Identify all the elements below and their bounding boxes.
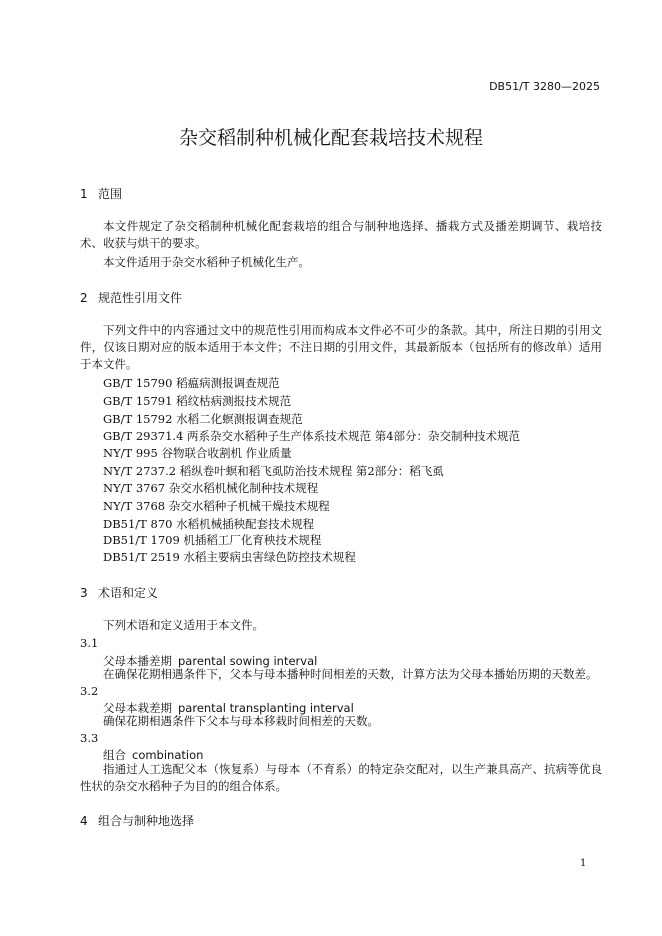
section-number: 3 <box>80 586 88 600</box>
reference-item: DB51/T 870 水稻机械插秧配套技术规程 <box>103 517 315 531</box>
section-number: 1 <box>80 187 88 201</box>
paragraph: 本文件规定了杂交稻制种机械化配套栽培的组合与制种地选择、播栽方式及播差期调节、栽培技术、收获与烘干的要求。 <box>80 219 602 250</box>
term-zh: 父母本栽差期 <box>103 701 172 715</box>
term-definition: 在确保花期相遇条件下，父本与母本播种时间相差的天数，计算方法为父母本播始历期的天数差。 <box>103 667 598 681</box>
section-number: 2 <box>80 291 88 305</box>
term-number: 3.1 <box>80 636 99 650</box>
section-2-heading <box>80 289 182 306</box>
reference-item: NY/T 2737.2 稻纵卷叶螟和稻飞虱防治技术规程 第2部分：稻飞虱 <box>103 464 444 478</box>
term-number: 3.3 <box>80 731 99 745</box>
term-en: parental transplanting interval <box>178 701 354 715</box>
section-title: 术语和定义 <box>98 586 159 600</box>
reference-item: GB/T 15790 稻瘟病测报调查规范 <box>103 376 280 390</box>
reference-item: NY/T 3767 杂交水稻机械化制种技术规程 <box>103 481 319 495</box>
term-en: parental sowing interval <box>178 654 318 668</box>
term-definition: 确保花期相遇条件下父本与母本移栽时间相差的天数。 <box>103 714 379 728</box>
paragraph: 本文件适用于杂交水稻种子机械化生产。 <box>103 255 310 269</box>
section-4-heading <box>80 812 194 829</box>
section-number: 4 <box>80 814 88 828</box>
term-zh: 父母本播差期 <box>103 654 172 668</box>
term-definition: 指通过人工选配父本（恢复系）与母本（不育系）的特定杂交配对，以生产兼具高产、抗病等优良性状的杂交水稻种子为目的的组合体系。 <box>80 762 602 793</box>
standard-code: DB51/T 3280—2025 <box>489 80 600 93</box>
page-number: 1 <box>580 858 587 869</box>
term-en: combination <box>132 748 204 762</box>
section-title: 组合与制种地选择 <box>98 814 195 828</box>
reference-item: GB/T 29371.4 两系杂交水稻种子生产体系技术规范 第4部分：杂交制种技术规范 <box>103 429 521 443</box>
reference-item: GB/T 15791 稻纹枯病测报技术规范 <box>103 394 292 408</box>
reference-item: NY/T 3768 杂交水稻种子机械干燥技术规程 <box>103 499 330 513</box>
term-zh: 组合 <box>103 748 126 762</box>
reference-item: NY/T 995 谷物联合收割机 作业质量 <box>103 446 292 460</box>
section-1-heading <box>80 185 122 202</box>
reference-item: DB51/T 2519 水稻主要病虫害绿色防控技术规程 <box>103 550 356 564</box>
paragraph: 下列文件中的内容通过文中的规范性引用而构成本文件必不可少的条款。其中，所注日期的引用文件，仅该日期对应的版本适用于本文件；不注日期的引用文件，其最新版本（包括所有的修改单）适用于本文件。 <box>80 323 602 371</box>
paragraph: 下列术语和定义适用于本文件。 <box>103 618 264 632</box>
reference-item: GB/T 15792 水稻二化螟测报调查规范 <box>103 412 303 426</box>
term-number: 3.2 <box>80 684 99 698</box>
section-title: 规范性引用文件 <box>98 291 183 305</box>
section-3-heading <box>80 584 158 601</box>
reference-item: DB51/T 1709 机插稻工厂化育秧技术规程 <box>103 533 322 547</box>
document-title: 杂交稻制种机械化配套栽培技术规程 <box>178 127 483 149</box>
section-title: 范围 <box>98 187 123 201</box>
